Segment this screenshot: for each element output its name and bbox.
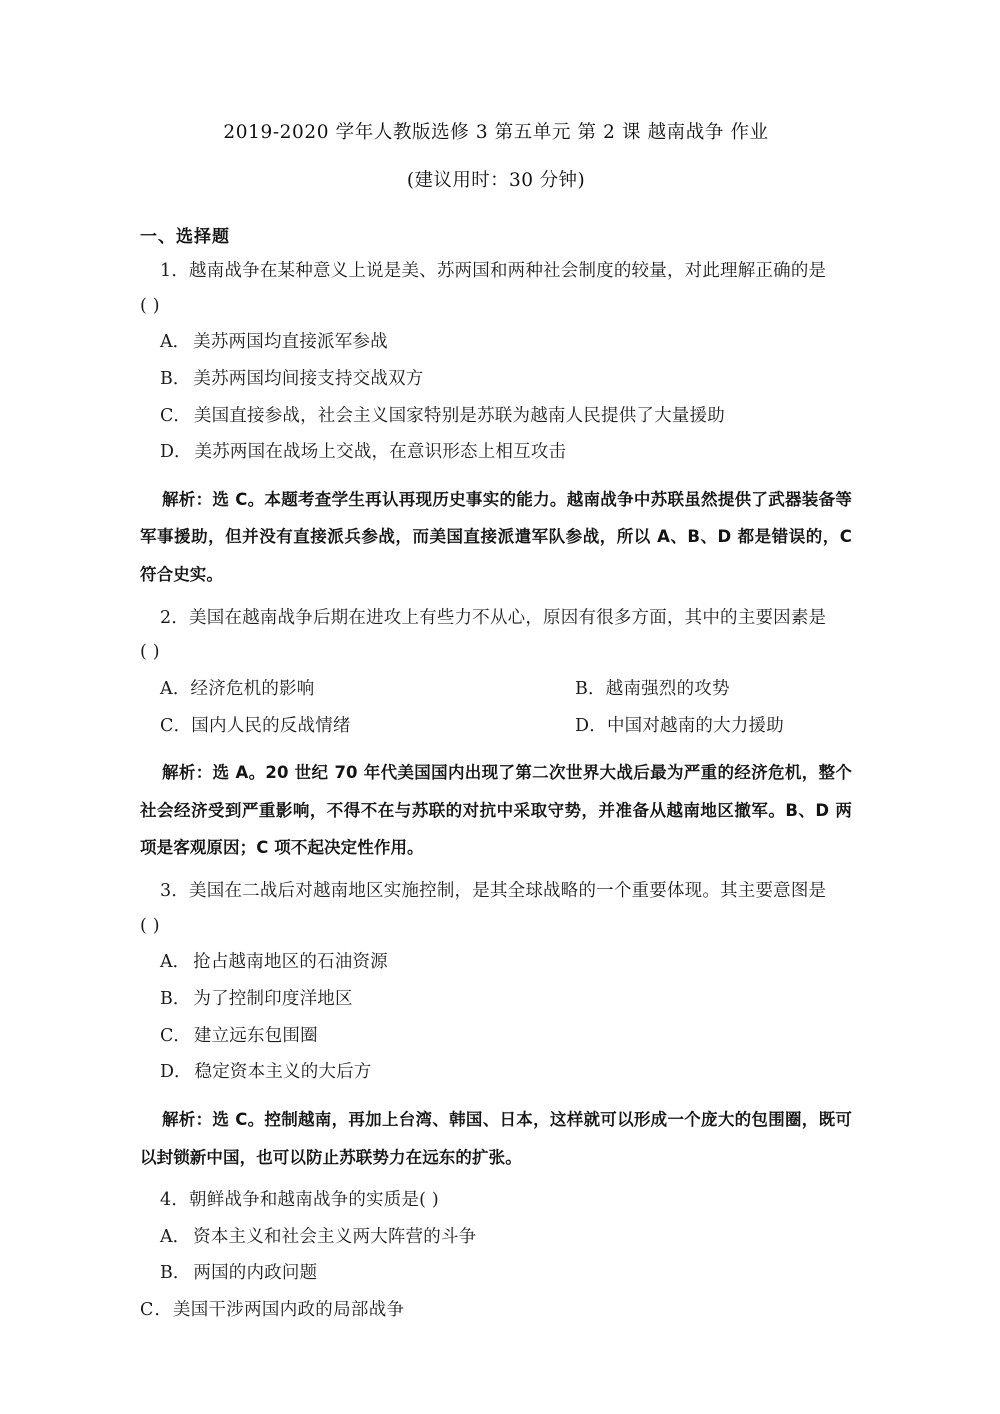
option-text: 中国对越南的大力援助: [606, 715, 784, 736]
question-stem-2: [140, 594, 852, 629]
option-2-b[interactable]: [575, 679, 730, 700]
option-1-d[interactable]: [140, 426, 852, 463]
option-label: A．: [160, 1226, 191, 1247]
question-text-3: 美国在二战后对越南地区实施控制，是其全球战略的一个重要体现。其主要意图是: [189, 881, 827, 902]
option-list-3: [140, 936, 852, 1083]
option-text: 建立远东包围圈: [193, 1025, 318, 1046]
option-label: D．: [160, 442, 192, 463]
page-title: 2019-2020 学年人教版选修 3 第五单元 第 2 课 越南战争 作业: [223, 122, 769, 143]
question-block-4: [140, 1176, 852, 1321]
answer-blank-1[interactable]: ( ): [140, 295, 160, 316]
option-text: 为了控制印度洋地区: [193, 988, 353, 1009]
question-block-1: [140, 247, 852, 594]
answer-blank-3[interactable]: ( ): [140, 915, 160, 936]
option-3-c[interactable]: [140, 1010, 852, 1047]
question-number-2: 2．: [160, 607, 190, 628]
option-4-a[interactable]: [140, 1211, 852, 1248]
option-list-1: [140, 316, 852, 463]
question-text-2: 美国在越南战争后期在进攻上有些力不从心，原因有很多方面，其中的主要因素是: [189, 607, 827, 628]
option-text: 美苏两国均间接支持交战双方: [193, 368, 424, 389]
option-text: 稳定资本主义的大后方: [194, 1062, 372, 1083]
option-1-a[interactable]: [140, 316, 852, 353]
option-2-d[interactable]: [575, 716, 784, 737]
option-label: D．: [575, 715, 607, 736]
option-list-4: [140, 1211, 852, 1284]
question-block-3: [140, 867, 852, 1176]
option-3-d[interactable]: [140, 1046, 852, 1083]
answer-blank-2[interactable]: ( ): [140, 642, 160, 663]
option-1-c[interactable]: [140, 390, 852, 427]
question-stem-4: [140, 1176, 852, 1211]
option-1-b[interactable]: [140, 353, 852, 390]
option-label: C．: [160, 715, 192, 736]
option-label: A．: [160, 952, 191, 973]
option-text: 抢占越南地区的石油资源: [193, 952, 388, 973]
option-label: B．: [575, 678, 606, 699]
option-4-b[interactable]: [140, 1247, 852, 1284]
explanation-3: 解析：选 C。控制越南，再加上台湾、韩国、日本，这样就可以形成一个庞大的包围圈，既可以封锁新中国，也可以防止苏联势力在远东的扩张。: [140, 1109, 852, 1167]
option-text: 国内人民的反战情绪: [191, 715, 351, 736]
question-number-1: 1．: [160, 261, 190, 281]
option-3-b[interactable]: [140, 973, 852, 1010]
option-text: 两国的内政问题: [193, 1263, 318, 1284]
option-2-a[interactable]: [160, 679, 575, 700]
option-label: B．: [160, 1263, 191, 1284]
option-label: D．: [160, 1062, 192, 1083]
question-stem-1: [140, 247, 852, 282]
option-label: B．: [160, 368, 191, 389]
explanation-2: 解析：选 A。20 世纪 70 年代美国国内出现了第二次世界大战后最为严重的经济危机，整个社会经济受到严重影响，不得不在与苏联的对抗中采取守势，并准备从越南地区撤军。B、D 两项是客观原因；C 项不起决定性作用。: [140, 763, 852, 858]
option-4-c[interactable]: [140, 1284, 852, 1321]
question-number-3: 3．: [160, 881, 190, 902]
option-2-c[interactable]: [160, 716, 575, 737]
option-text: 美国直接参战，社会主义国家特别是苏联为越南人民提供了大量援助: [193, 405, 725, 426]
section-heading-multiple-choice: 一、选择题: [140, 227, 230, 247]
option-3-a[interactable]: [140, 936, 852, 973]
option-text: 经济危机的影响: [190, 678, 315, 699]
question-text-1: 越南战争在某种意义上说是美、苏两国和两种社会制度的较量，对此理解正确的是: [189, 261, 827, 281]
question-text-4: 朝鲜战争和越南战争的实质是( ): [189, 1190, 439, 1211]
suggested-time-subtitle: (建议用时：30 分钟): [406, 170, 586, 191]
question-number-4: 4．: [160, 1190, 190, 1211]
question-stem-3: [140, 867, 852, 902]
option-label: A．: [160, 678, 191, 699]
option-text: 越南强烈的攻势: [605, 678, 730, 699]
option-row-2-1: [140, 663, 852, 700]
option-label: A．: [160, 332, 191, 353]
option-text: 美苏两国均直接派军参战: [193, 332, 388, 353]
explanation-1: 解析：选 C。本题考查学生再认再现历史事实的能力。越南战争中苏联虽然提供了武器装备等军事援助，但并没有直接派兵参战，而美国直接派遣军队参战，所以 A、B、D 都是错误的，C 符合史实。: [140, 489, 852, 585]
question-block-2: [140, 594, 852, 867]
option-label: C．: [160, 1025, 191, 1046]
option-row-2-2: [140, 700, 852, 737]
option-text: 资本主义和社会主义两大阵营的斗争: [193, 1226, 477, 1247]
option-label: C．: [160, 405, 191, 426]
option-text: 美苏两国在战场上交战，在意识形态上相互攻击: [194, 442, 567, 463]
page-content: [140, 0, 852, 1321]
option-text: 美国干涉两国内政的局部战争: [172, 1300, 405, 1321]
option-label: B．: [160, 988, 191, 1009]
option-label: C．: [140, 1300, 173, 1321]
